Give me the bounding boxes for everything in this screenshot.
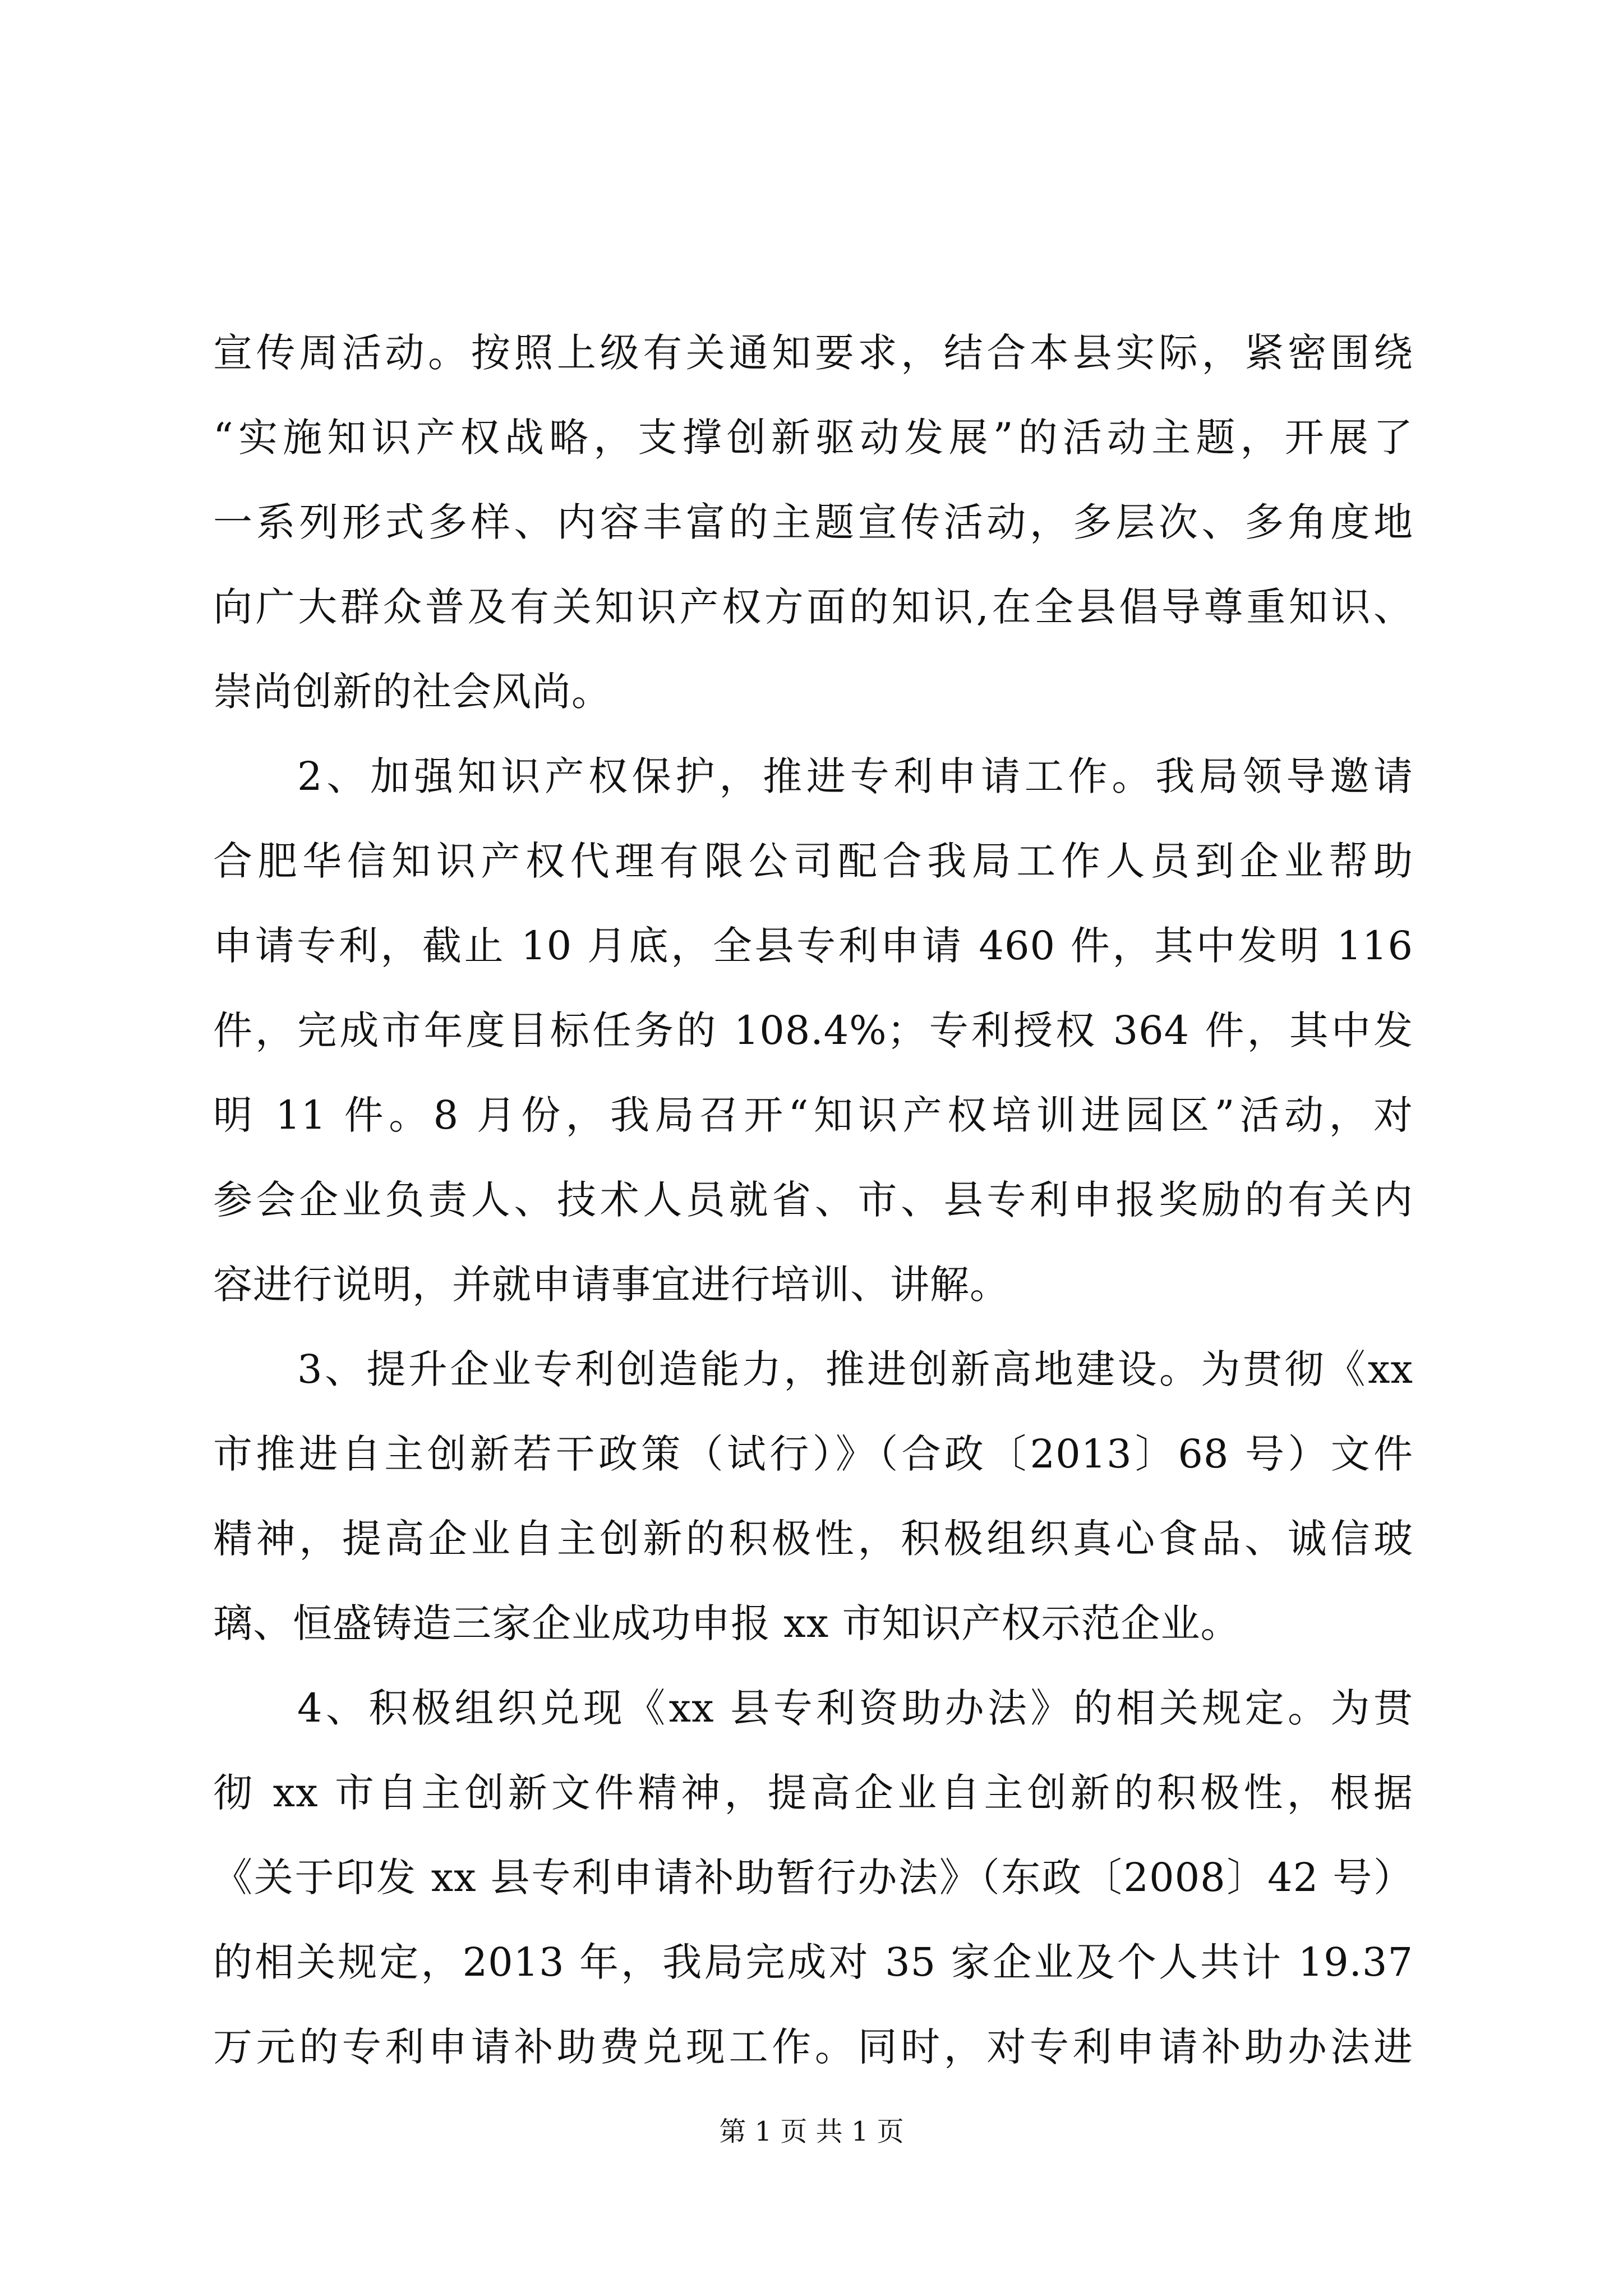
text-line: 2、加强知识产权保护，推进专利申请工作。我局领导邀请 — [297, 753, 1413, 799]
text-line: 宣传周活动。按照上级有关通知要求，结合本县实际，紧密围绕 — [213, 330, 1413, 376]
text-line: 璃、恒盛铸造三家企业成功申报 xx 市知识产权示范企业。 — [213, 1600, 1241, 1646]
text-line: 向广大群众普及有关知识产权方面的知识,在全县倡导尊重知识、 — [213, 584, 1413, 630]
text-line: 的相关规定，2013 年，我局完成对 35 家企业及个人共计 19.37 — [213, 1939, 1413, 1985]
text-line: 容进行说明，并就申请事宜进行培训、讲解。 — [213, 1262, 1009, 1308]
text-line: 件，完成市年度目标任务的 108.4%；专利授权 364 件，其中发 — [213, 1007, 1413, 1053]
text-line: 崇尚创新的社会风尚。 — [213, 669, 611, 715]
text-line: 明 11 件。8 月份，我局召开“知识产权培训进园区”活动，对 — [213, 1092, 1413, 1138]
text-line: 《关于印发 xx 县专利申请补助暂行办法》（东政〔2008〕42 号） — [213, 1855, 1413, 1901]
text-line: “实施知识产权战略，支撑创新驱动发展”的活动主题，开展了 — [213, 415, 1413, 461]
text-line: 一系列形式多样、内容丰富的主题宣传活动，多层次、多角度地 — [213, 499, 1413, 545]
text-line: 申请专利，截止 10 月底，全县专利申请 460 件，其中发明 116 — [213, 923, 1413, 969]
text-line: 精神，提高企业自主创新的积极性，积极组织真心食品、诚信玻 — [213, 1516, 1413, 1562]
text-line: 万元的专利申请补助费兑现工作。同时，对专利申请补助办法进 — [213, 2024, 1413, 2070]
page-footer: 第 1 页 共 1 页 — [719, 2116, 904, 2147]
text-line: 3、提升企业专利创造能力，推进创新高地建设。为贯彻《xx — [297, 1346, 1413, 1392]
text-line: 市推进自主创新若干政策（试行）》（合政〔2013〕68 号）文件 — [213, 1431, 1413, 1477]
text-line: 彻 xx 市自主创新文件精神，提高企业自主创新的积极性，根据 — [213, 1770, 1413, 1816]
text-line: 4、积极组织兑现《xx 县专利资助办法》的相关规定。为贯 — [297, 1685, 1413, 1731]
text-line: 合肥华信知识产权代理有限公司配合我局工作人员到企业帮助 — [213, 838, 1413, 884]
text-line: 参会企业负责人、技术人员就省、市、县专利申报奖励的有关内 — [213, 1177, 1413, 1223]
